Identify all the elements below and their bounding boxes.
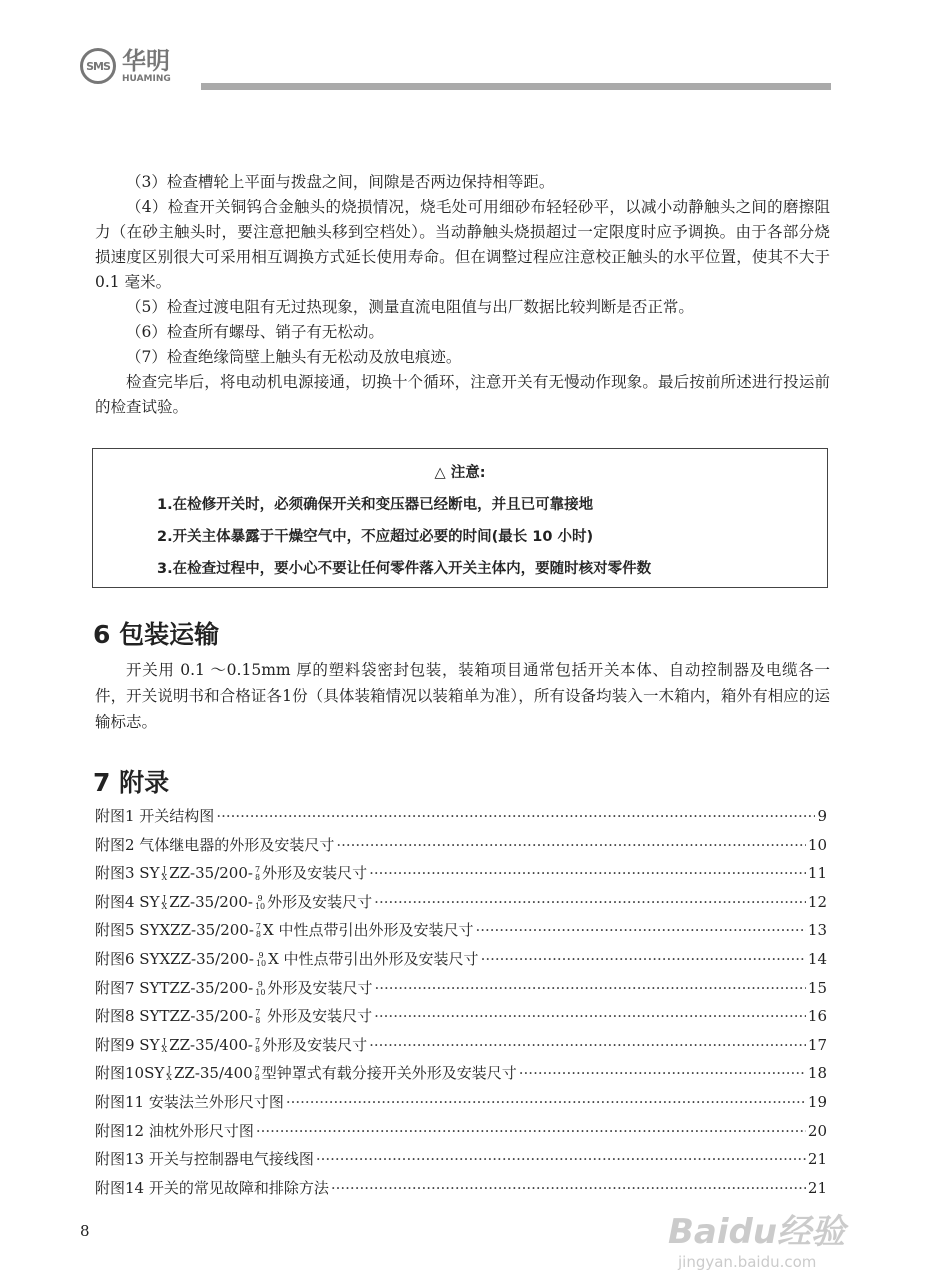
toc-page: 17 bbox=[807, 1035, 827, 1054]
stacked-bottom: 8 bbox=[255, 930, 262, 940]
paragraph: （3）检查槽轮上平面与拨盘之间，间隙是否两边保持相等距。 bbox=[126, 173, 555, 191]
toc-label bbox=[95, 891, 372, 912]
leader-dots bbox=[336, 836, 806, 854]
toc-entry[interactable] bbox=[95, 1177, 827, 1206]
leader-dots bbox=[216, 807, 815, 825]
toc-entry[interactable] bbox=[95, 977, 827, 1006]
toc-text: 附图6 SYXZZ-35/200- bbox=[95, 949, 254, 968]
leader-dots bbox=[369, 864, 806, 882]
stacked-bottom: X bbox=[161, 1044, 168, 1054]
section-6-text: 开关用 0.1 ～0.15mm 厚的塑料袋密封包装，装箱项目通常包括开关本体、自动控制器及电缆各一件，开关说明书和合格证各1份（具体装箱情况以装箱单为准），所有设备均装入一木箱内，箱外有相应的运输标志。 bbox=[95, 661, 830, 731]
watermark-brand: Baidu经验 bbox=[668, 1212, 846, 1252]
stacked-index bbox=[255, 1009, 260, 1025]
toc-label bbox=[95, 1120, 254, 1141]
toc-text: 附图3 SY bbox=[95, 864, 160, 883]
toc-text: 附图5 SYXZZ-35/200- bbox=[95, 921, 254, 940]
toc-entry[interactable] bbox=[95, 1062, 827, 1091]
stacked-index bbox=[256, 923, 261, 939]
stacked-index bbox=[256, 952, 266, 968]
toc-text: 附图4 SY bbox=[95, 892, 160, 911]
notice-title: △ 注意: bbox=[434, 465, 486, 481]
toc-entry[interactable] bbox=[95, 1034, 827, 1063]
toc-page: 15 bbox=[807, 978, 827, 997]
toc-entry[interactable] bbox=[95, 948, 827, 977]
stacked-bottom: 10 bbox=[255, 987, 266, 997]
toc-page: 12 bbox=[807, 892, 827, 911]
toc-text: 外形及安装尺寸 bbox=[262, 864, 368, 883]
toc-page: 16 bbox=[807, 1007, 827, 1026]
toc-text: 附图8 SYTZZ-35/200- bbox=[95, 1007, 254, 1026]
toc-text: ZZ-35/400- bbox=[169, 1035, 253, 1054]
watermark-url: jingyan.baidu.com bbox=[678, 1253, 817, 1271]
paragraph: （4）检查开关铜钨合金触头的烧损情况，烧毛处可用细砂布轻轻砂平，以减小动静触头之间的磨擦阻力（在砂主触头时，要注意把触头移到空档处）。当动静触头烧损超过一定限度时应予调换。由于各部分烧损速度区别很大可采用相互调换方式延长使用寿命。但在调整过程应注意校正触头的水平位置，使其不大于 0.1 毫米。 bbox=[95, 198, 830, 291]
toc-page: 19 bbox=[807, 1092, 827, 1111]
stacked-index bbox=[255, 895, 265, 911]
notice-item: 1.在检修开关时，必须确保开关和变压器已经断电，并且已可靠接地 bbox=[157, 497, 594, 513]
stacked-bottom: X bbox=[166, 1073, 172, 1083]
toc-text: X 中性点带引出外形及安装尺寸 bbox=[268, 949, 479, 968]
stacked-top: 7 bbox=[254, 865, 261, 875]
toc-entry[interactable] bbox=[95, 1120, 827, 1149]
stacked-index bbox=[255, 1066, 260, 1082]
stacked-top: 7 bbox=[254, 1036, 261, 1046]
stacked-top: 7 bbox=[254, 1065, 260, 1075]
leader-dots bbox=[256, 1122, 806, 1140]
leader-dots bbox=[374, 1007, 806, 1025]
toc-label bbox=[95, 977, 372, 998]
toc-label bbox=[95, 948, 479, 969]
toc-text: ZZ-35/400 bbox=[173, 1064, 253, 1083]
notice-box bbox=[92, 448, 828, 588]
toc-label bbox=[95, 805, 214, 826]
inspection-steps bbox=[95, 170, 830, 420]
toc-page: 18 bbox=[807, 1064, 827, 1083]
toc-text: 型钟罩式有载分接开关外形及安装尺寸 bbox=[261, 1064, 517, 1083]
toc-text: 附图10SY bbox=[95, 1064, 165, 1083]
toc-text: 附图14 开关的常见故障和排除方法 bbox=[95, 1178, 329, 1197]
toc-text: ZZ-35/200- bbox=[169, 864, 253, 883]
toc-text: 附图11 安装法兰外形尺寸图 bbox=[95, 1092, 284, 1111]
toc-entry[interactable] bbox=[95, 891, 827, 920]
toc-entry[interactable] bbox=[95, 919, 827, 948]
toc-text: ZZ-35/200- bbox=[169, 892, 253, 911]
stacked-top: 7 bbox=[255, 1008, 261, 1018]
stacked-index bbox=[162, 866, 168, 882]
stacked-bottom: 8 bbox=[254, 1073, 260, 1083]
toc-entry[interactable] bbox=[95, 862, 827, 891]
appendix-list bbox=[95, 805, 827, 1205]
toc-page: 11 bbox=[807, 864, 827, 883]
stacked-index bbox=[162, 1038, 168, 1054]
stacked-bottom: 8 bbox=[254, 873, 261, 883]
toc-page: 21 bbox=[807, 1150, 827, 1169]
logo-chinese: 华明 bbox=[122, 47, 170, 75]
toc-label bbox=[95, 1034, 367, 1055]
leader-dots bbox=[316, 1150, 806, 1168]
leader-dots bbox=[286, 1093, 806, 1111]
leader-dots bbox=[369, 1036, 806, 1054]
toc-entry[interactable] bbox=[95, 1148, 827, 1177]
stacked-top: 7 bbox=[255, 922, 262, 932]
toc-text: 附图1 开关结构图 bbox=[95, 807, 215, 825]
toc-text: 外形及安装尺寸 bbox=[267, 892, 373, 911]
toc-label bbox=[95, 834, 334, 855]
toc-label bbox=[95, 1148, 314, 1169]
toc-entry[interactable] bbox=[95, 834, 827, 863]
stacked-index bbox=[255, 1038, 260, 1054]
stacked-top: 9 bbox=[257, 893, 263, 903]
toc-label bbox=[95, 1091, 284, 1112]
stacked-bottom: 8 bbox=[255, 1016, 261, 1026]
section-7-heading: 7 附录 bbox=[93, 768, 170, 797]
leader-dots bbox=[374, 893, 806, 911]
toc-text: 附图2 气体继电器的外形及安装尺寸 bbox=[95, 835, 335, 854]
stacked-top: J bbox=[162, 893, 166, 903]
toc-text: 外形及安装尺寸 bbox=[262, 1007, 373, 1026]
toc-entry[interactable] bbox=[95, 1091, 827, 1120]
toc-text: 附图7 SYTZZ-35/200- bbox=[95, 978, 254, 997]
toc-entry[interactable] bbox=[95, 805, 827, 834]
toc-text: 附图9 SY bbox=[95, 1035, 160, 1054]
toc-text: 外形及安装尺寸 bbox=[262, 1035, 368, 1054]
logo-english: HUAMING bbox=[122, 74, 171, 84]
toc-label bbox=[95, 862, 367, 883]
leader-dots bbox=[331, 1179, 806, 1197]
notice-item: 3.在检查过程中，要小心不要让任何零件落入开关主体内，要随时核对零件数 bbox=[157, 561, 652, 577]
toc-text: 附图13 开关与控制器电气接线图 bbox=[95, 1150, 314, 1169]
stacked-bottom: 8 bbox=[254, 1044, 261, 1054]
paragraph: （5）检查过渡电阻有无过热现象，测量直流电阻值与出厂数据比较判断是否正常。 bbox=[126, 298, 694, 316]
notice-item: 2.开关主体暴露于干燥空气中，不应超过必要的时间(最长 10 小时) bbox=[157, 529, 594, 545]
toc-page: 10 bbox=[807, 835, 827, 854]
toc-entry[interactable] bbox=[95, 1005, 827, 1034]
logo-mark: SMS bbox=[80, 48, 116, 84]
stacked-top: J bbox=[162, 865, 166, 875]
toc-page: 13 bbox=[807, 921, 827, 940]
toc-page: 9 bbox=[817, 807, 827, 825]
huaming-logo bbox=[80, 48, 171, 84]
toc-page: 20 bbox=[807, 1121, 827, 1140]
header-bar bbox=[201, 83, 831, 90]
toc-text: X 中性点带引出外形及安装尺寸 bbox=[263, 921, 474, 940]
stacked-index bbox=[255, 981, 265, 997]
stacked-top: J bbox=[167, 1065, 171, 1075]
leader-dots bbox=[519, 1064, 806, 1082]
toc-label bbox=[95, 919, 473, 940]
stacked-index bbox=[166, 1066, 172, 1082]
toc-label bbox=[95, 1177, 329, 1198]
stacked-bottom: 10 bbox=[255, 958, 267, 968]
stacked-top: J bbox=[162, 1036, 166, 1046]
toc-text: 外形及安装尺寸 bbox=[267, 978, 373, 997]
leader-dots bbox=[374, 979, 805, 997]
paragraph: （6）检查所有螺母、销子有无松动。 bbox=[126, 323, 384, 341]
stacked-bottom: X bbox=[161, 901, 168, 911]
leader-dots bbox=[481, 950, 806, 968]
stacked-bottom: X bbox=[161, 873, 168, 883]
stacked-index bbox=[162, 895, 168, 911]
stacked-top: 9 bbox=[258, 950, 264, 960]
toc-label bbox=[95, 1005, 372, 1026]
section-6-heading: 6 包装运输 bbox=[93, 620, 220, 649]
leader-dots bbox=[475, 921, 805, 939]
toc-text: 附图12 油枕外形尺寸图 bbox=[95, 1121, 254, 1140]
toc-page: 21 bbox=[807, 1178, 827, 1197]
toc-label bbox=[95, 1062, 517, 1083]
paragraph: 检查完毕后，将电动机电源接通，切换十个循环，注意开关有无慢动作现象。最后按前所述进行投运前的检查试验。 bbox=[95, 373, 830, 416]
page-number: 8 bbox=[80, 1222, 90, 1240]
stacked-bottom: 10 bbox=[254, 901, 266, 911]
toc-page: 14 bbox=[807, 949, 827, 968]
stacked-index bbox=[255, 866, 260, 882]
stacked-top: 9 bbox=[257, 979, 263, 989]
watermark bbox=[668, 1212, 845, 1272]
paragraph: （7）检查绝缘筒壁上触头有无松动及放电痕迹。 bbox=[126, 348, 462, 366]
